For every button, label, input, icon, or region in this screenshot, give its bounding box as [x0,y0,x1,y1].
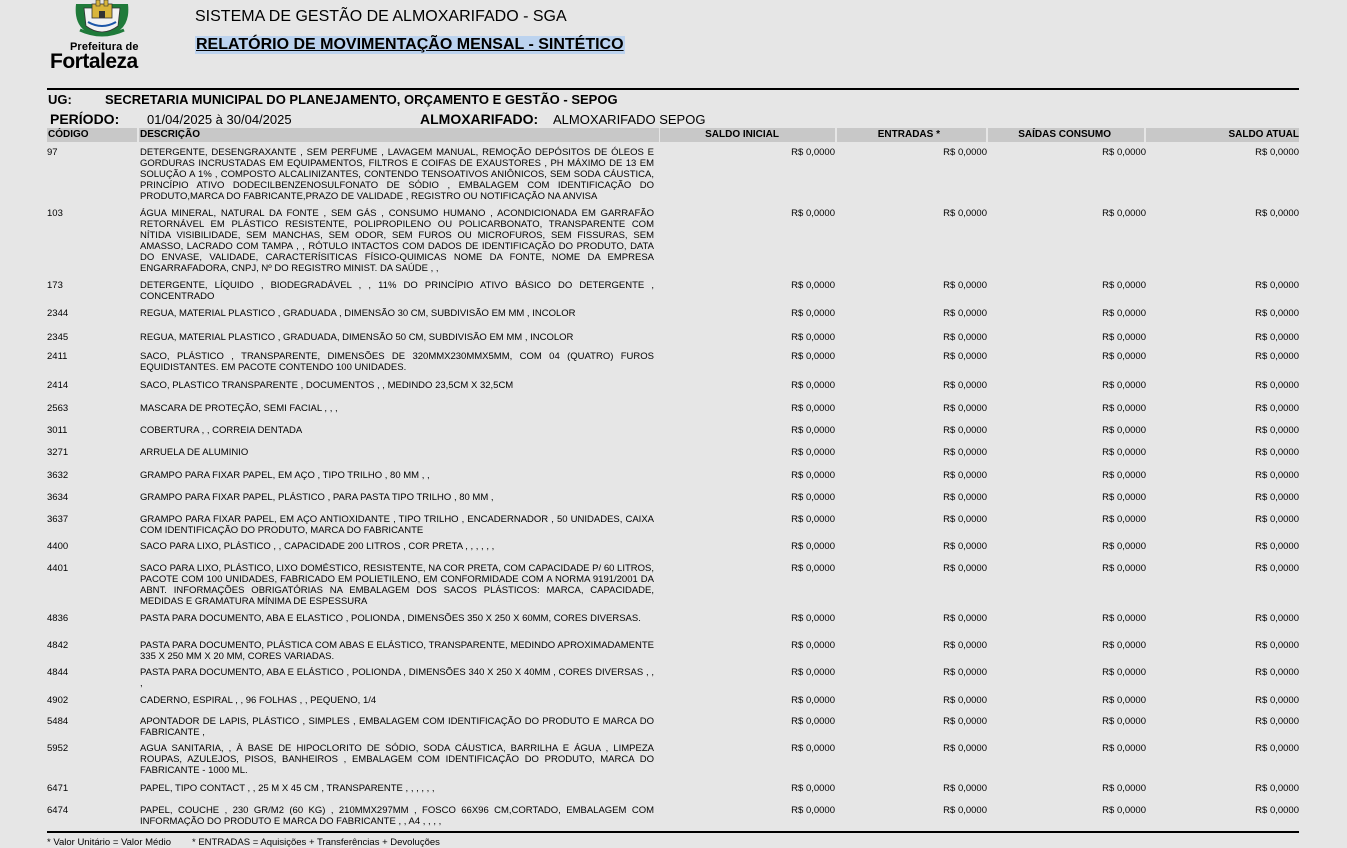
cell-codigo: 4836 [47,613,69,624]
column-header-saldo-inicial: SALDO INICIAL [660,128,835,142]
cell-codigo: 3637 [47,514,69,525]
cell-saldo-atual: R$ 0,0000 [1255,332,1299,343]
cell-entradas: R$ 0,0000 [943,640,987,651]
cell-saldo-inicial: R$ 0,0000 [791,613,835,624]
cell-saldo-inicial: R$ 0,0000 [791,332,835,343]
cell-codigo: 4902 [47,695,69,706]
city-crest-icon [70,0,134,38]
cell-saldo-inicial: R$ 0,0000 [791,280,835,291]
cell-descricao: APONTADOR DE LAPIS, PLÁSTICO , SIMPLES , EMBALAGEM COM IDENTIFICAÇÃO DO PRODUTO E MARCA DO FABRICANTE , [140,716,654,738]
cell-descricao: REGUA, MATERIAL PLASTICO , GRADUADA , DIMENSÃO 30 CM, SUBDIVISÃO EM MM , INCOLOR [140,308,576,319]
cell-descricao: ÁGUA MINERAL, NATURAL DA FONTE , SEM GÁS , CONSUMO HUMANO , ACONDICIONADA EM GARRAFÃO RETORNÁVEL EM PLÁSTICO RESISTENTE, POLIPROPILENO OU POLICARBONATO, TRANSPARENTE COM NÍTIDA VISIBILIDADE, SEM MANCHAS, SEM ODOR, SEM FUROS OU MICROFUROS, SEM FISSURAS, SEM AMASSO, LACRADO COM TAMPA , , RÓTULO INTACTOS COM DADOS DE IDENTIFICAÇÃO DO PRODUTO, DATA DO ENVASE, VALIDADE, CARACTERÍSITICAS FÍSICO-QUIMICAS NOME DA FONTE, NOME DA EMPRESA ENGARRAFADORA, CNPJ, Nº DO REGISTRO MINIST. DA SAÚDE , , [140,208,654,274]
ug-value: SECRETARIA MUNICIPAL DO PLANEJAMENTO, ORÇAMENTO E GESTÃO - SEPOG [105,92,618,107]
cell-descricao: PASTA PARA DOCUMENTO, ABA E ELASTICO , POLIONDA , DIMENSÕES 350 X 250 X 60MM, CORES DIVERSAS. [140,613,641,624]
cell-entradas: R$ 0,0000 [943,351,987,362]
cell-descricao: GRAMPO PARA FIXAR PAPEL, EM AÇO , TIPO TRILHO , 80 MM , , [140,470,430,481]
cell-codigo: 4842 [47,640,69,651]
cell-saidas: R$ 0,0000 [1102,563,1146,574]
cell-codigo: 173 [47,280,63,291]
cell-saldo-inicial: R$ 0,0000 [791,640,835,651]
cell-descricao: GRAMPO PARA FIXAR PAPEL, PLÁSTICO , PARA PASTA TIPO TRILHO , 80 MM , [140,492,494,503]
cell-descricao: PAPEL, COUCHE , 230 GR/M2 (60 KG) , 210MMX297MM , FOSCO 66X96 CM,CORTADO, EMBALAGEM COM INFORMAÇÃO DO PRODUTO E MARCA DO FABRICANTE , , A4 , , , , [140,805,654,827]
cell-descricao: AGUA SANITARIA, , À BASE DE HIPOCLORITO DE SÓDIO, SODA CÁUSTICA, BARRILHA E ÁGUA , LIMPEZA ROUPAS, AZULEJOS, PISOS, BANHEIROS , EMBALAGEM COM IDENTIFICAÇÃO DO PRODUTO, MARCA DO FABRICANTE - 1000 ML. [140,743,654,776]
cell-entradas: R$ 0,0000 [943,563,987,574]
cell-saldo-atual: R$ 0,0000 [1255,280,1299,291]
cell-entradas: R$ 0,0000 [943,716,987,727]
cell-entradas: R$ 0,0000 [943,695,987,706]
cell-saidas: R$ 0,0000 [1102,147,1146,158]
cell-saldo-atual: R$ 0,0000 [1255,613,1299,624]
cell-codigo: 97 [47,147,58,158]
cell-saidas: R$ 0,0000 [1102,492,1146,503]
cell-saldo-atual: R$ 0,0000 [1255,147,1299,158]
cell-saldo-atual: R$ 0,0000 [1255,640,1299,651]
cell-saidas: R$ 0,0000 [1102,613,1146,624]
cell-descricao: SACO, PLÁSTICO , TRANSPARENTE, DIMENSÕES DE 320MMX230MMX5MM, COM 04 (QUATRO) FUROS EQUIDISTANTES. EM PACOTE CONTENDO 100 UNIDADES. [140,351,654,373]
cell-saldo-atual: R$ 0,0000 [1255,492,1299,503]
report-title: RELATÓRIO DE MOVIMENTAÇÃO MENSAL - SINTÉTICO [196,36,624,53]
cell-saldo-atual: R$ 0,0000 [1255,308,1299,319]
prefeitura-logo [48,0,160,72]
cell-saldo-atual: R$ 0,0000 [1255,563,1299,574]
cell-saldo-atual: R$ 0,0000 [1255,716,1299,727]
cell-saldo-atual: R$ 0,0000 [1255,667,1299,678]
cell-saldo-atual: R$ 0,0000 [1255,425,1299,436]
ug-label: UG: [48,92,72,107]
cell-entradas: R$ 0,0000 [943,308,987,319]
cell-saidas: R$ 0,0000 [1102,716,1146,727]
cell-codigo: 2344 [47,308,69,319]
cell-saidas: R$ 0,0000 [1102,425,1146,436]
logo-text-prefeitura: Prefeitura de [70,41,139,53]
cell-codigo: 3271 [47,447,69,458]
cell-descricao: REGUA, MATERIAL PLASTICO , GRADUADA, DIMENSÃO 50 CM, SUBDIVISÃO EM MM , INCOLOR [140,332,574,343]
cell-saldo-atual: R$ 0,0000 [1255,470,1299,481]
cell-descricao: GRAMPO PARA FIXAR PAPEL, EM AÇO ANTIOXIDANTE , TIPO TRILHO , ENCADERNADOR , 50 UNIDADES, CAIXA COM IDENTIFICAÇÃO DO PRODUTO, MARCA DO FABRICANTE [140,514,654,536]
cell-saidas: R$ 0,0000 [1102,332,1146,343]
cell-entradas: R$ 0,0000 [943,470,987,481]
cell-entradas: R$ 0,0000 [943,805,987,816]
cell-descricao: SACO PARA LIXO, PLÁSTICO, LIXO DOMÉSTICO, RESISTENTE, NA COR PRETA, COM CAPACIDADE P/ 60 LITROS, PACOTE COM 100 UNIDADES, FABRICADO EM POLIETILENO, EM CONFORMIDADE COM A NORMA 9191/2001 DA ABNT. INFORMAÇÕES OBRIGATÓRIAS NA EMBALAGEM DOS SACOS PLÁSTICOS: MARCA, CAPACIDADE, MEDIDAS E GRAMATURA MÍNIMA DE ESPESSURA [140,563,654,607]
logo-text-fortaleza: Fortaleza [50,50,138,73]
cell-descricao: SACO PARA LIXO, PLÁSTICO , , CAPACIDADE 200 LITROS , COR PRETA , , , , , , [140,541,495,552]
cell-saldo-atual: R$ 0,0000 [1255,743,1299,754]
cell-codigo: 4401 [47,563,69,574]
cell-codigo: 3632 [47,470,69,481]
cell-descricao: PASTA PARA DOCUMENTO, ABA E ELÁSTICO , POLIONDA , DIMENSÕES 340 X 250 X 40MM , CORES DIVERSAS , , , [140,667,654,689]
column-header-entradas: ENTRADAS * [837,128,986,142]
cell-descricao: CADERNO, ESPIRAL , , 96 FOLHAS , , PEQUENO, 1/4 [140,695,377,706]
cell-saldo-inicial: R$ 0,0000 [791,425,835,436]
cell-saidas: R$ 0,0000 [1102,695,1146,706]
cell-entradas: R$ 0,0000 [943,380,987,391]
cell-saidas: R$ 0,0000 [1102,514,1146,525]
cell-saidas: R$ 0,0000 [1102,640,1146,651]
cell-saldo-inicial: R$ 0,0000 [791,308,835,319]
cell-saldo-inicial: R$ 0,0000 [791,667,835,678]
cell-entradas: R$ 0,0000 [943,280,987,291]
cell-saldo-inicial: R$ 0,0000 [791,805,835,816]
periodo-label: PERÍODO: [50,111,120,127]
cell-codigo: 103 [47,208,63,219]
cell-entradas: R$ 0,0000 [943,514,987,525]
cell-descricao: PASTA PARA DOCUMENTO, PLÁSTICA COM ABAS E ELÁSTICO, TRANSPARENTE, MEDINDO APROXIMADAMENTE 335 X 250 MM X 20 MM, CORES VARIADAS. [140,640,654,662]
cell-saidas: R$ 0,0000 [1102,380,1146,391]
cell-entradas: R$ 0,0000 [943,492,987,503]
cell-saldo-atual: R$ 0,0000 [1255,695,1299,706]
cell-codigo: 2563 [47,403,69,414]
column-header-saidas: SAÍDAS CONSUMO [988,128,1144,142]
cell-entradas: R$ 0,0000 [943,447,987,458]
cell-entradas: R$ 0,0000 [943,783,987,794]
cell-saldo-inicial: R$ 0,0000 [791,147,835,158]
header-divider [47,88,1299,90]
cell-entradas: R$ 0,0000 [943,332,987,343]
cell-saldo-atual: R$ 0,0000 [1255,208,1299,219]
almoxarifado-value: ALMOXARIFADO SEPOG [553,112,706,127]
cell-entradas: R$ 0,0000 [943,403,987,414]
cell-codigo: 5952 [47,743,69,754]
cell-descricao: DETERGENTE, LÍQUIDO , BIODEGRADÁVEL , , 11% DO PRINCÍPIO ATIVO BÁSICO DO DETERGENTE , CONCENTRADO [140,280,654,302]
system-title: SISTEMA DE GESTÃO DE ALMOXARIFADO - SGA [195,8,567,25]
cell-saldo-inicial: R$ 0,0000 [791,695,835,706]
cell-entradas: R$ 0,0000 [943,425,987,436]
cell-entradas: R$ 0,0000 [943,613,987,624]
periodo-value: 01/04/2025 à 30/04/2025 [147,112,292,127]
footnote-valor-unitario: * Valor Unitário = Valor Médio [47,837,171,848]
cell-saldo-inicial: R$ 0,0000 [791,783,835,794]
cell-saidas: R$ 0,0000 [1102,470,1146,481]
cell-saldo-inicial: R$ 0,0000 [791,470,835,481]
cell-codigo: 2414 [47,380,69,391]
cell-saldo-inicial: R$ 0,0000 [791,492,835,503]
cell-descricao: SACO, PLASTICO TRANSPARENTE , DOCUMENTOS , , MEDINDO 23,5CM X 32,5CM [140,380,514,391]
cell-saldo-inicial: R$ 0,0000 [791,514,835,525]
cell-saldo-inicial: R$ 0,0000 [791,208,835,219]
cell-saldo-inicial: R$ 0,0000 [791,716,835,727]
cell-saldo-atual: R$ 0,0000 [1255,380,1299,391]
cell-codigo: 2345 [47,332,69,343]
cell-saldo-atual: R$ 0,0000 [1255,541,1299,552]
cell-descricao: ARRUELA DE ALUMINIO [140,447,249,458]
almoxarifado-label: ALMOXARIFADO: [420,111,539,127]
cell-saidas: R$ 0,0000 [1102,783,1146,794]
cell-saidas: R$ 0,0000 [1102,541,1146,552]
cell-saidas: R$ 0,0000 [1102,447,1146,458]
cell-saidas: R$ 0,0000 [1102,403,1146,414]
column-header-codigo: CÓDIGO [47,128,137,142]
cell-saldo-atual: R$ 0,0000 [1255,783,1299,794]
cell-saidas: R$ 0,0000 [1102,208,1146,219]
column-header-saldo-atual: SALDO ATUAL [1146,128,1299,142]
cell-codigo: 5484 [47,716,69,727]
cell-codigo: 2411 [47,351,68,362]
cell-saldo-inicial: R$ 0,0000 [791,743,835,754]
cell-saldo-inicial: R$ 0,0000 [791,563,835,574]
footnote-entradas: * ENTRADAS = Aquisições + Transferências + Devoluções [192,837,440,848]
cell-descricao: DETERGENTE, DESENGRAXANTE , SEM PERFUME , LAVAGEM MANUAL, REMOÇÃO DEPÓSITOS DE ÓLEOS E GORDURAS INCRUSTADAS EM EQUIPAMENTOS, FILTROS E COIFAS DE EXAUSTORES , PH MÁXIMO DE 13 EM SOLUÇÃO A 1% , COMPOSTO ALCALINIZANTES, CONTENDO TENSOATIVOS ANIÔNICOS, SEM SODA CÁUSTICA, PRINCÍPIO ATIVO DODECILBENZENOSULFONATO DE SÓDIO , EMBALAGEM COM IDENTIFICAÇÃO DO PRODUTO,MARCA DO FABRICANTE,PRAZO DE VALIDADE , REGISTRO OU NOTIFICAÇÃO NA ANVISA [140,147,654,202]
cell-codigo: 6471 [47,783,69,794]
cell-saldo-atual: R$ 0,0000 [1255,514,1299,525]
cell-entradas: R$ 0,0000 [943,147,987,158]
cell-codigo: 4400 [47,541,69,552]
cell-entradas: R$ 0,0000 [943,667,987,678]
cell-codigo: 3634 [47,492,69,503]
cell-saldo-inicial: R$ 0,0000 [791,403,835,414]
column-header-descricao: DESCRIÇÃO [139,128,659,142]
cell-descricao: MASCARA DE PROTEÇÃO, SEMI FACIAL , , , [140,403,338,414]
cell-saidas: R$ 0,0000 [1102,805,1146,816]
cell-saidas: R$ 0,0000 [1102,351,1146,362]
cell-saldo-atual: R$ 0,0000 [1255,805,1299,816]
footer-divider [47,831,1299,833]
cell-saldo-inicial: R$ 0,0000 [791,447,835,458]
cell-saidas: R$ 0,0000 [1102,280,1146,291]
cell-saidas: R$ 0,0000 [1102,308,1146,319]
cell-entradas: R$ 0,0000 [943,743,987,754]
cell-saldo-inicial: R$ 0,0000 [791,380,835,391]
cell-entradas: R$ 0,0000 [943,208,987,219]
cell-saidas: R$ 0,0000 [1102,743,1146,754]
cell-codigo: 4844 [47,667,69,678]
cell-entradas: R$ 0,0000 [943,541,987,552]
cell-codigo: 6474 [47,805,69,816]
cell-saldo-inicial: R$ 0,0000 [791,541,835,552]
cell-codigo: 3011 [47,425,68,436]
cell-descricao: PAPEL, TIPO CONTACT , , 25 M X 45 CM , TRANSPARENTE , , , , , , [140,783,435,794]
cell-descricao: COBERTURA , , CORREIA DENTADA [140,425,303,436]
cell-saldo-inicial: R$ 0,0000 [791,351,835,362]
cell-saldo-atual: R$ 0,0000 [1255,403,1299,414]
cell-saidas: R$ 0,0000 [1102,667,1146,678]
cell-saldo-atual: R$ 0,0000 [1255,447,1299,458]
cell-saldo-atual: R$ 0,0000 [1255,351,1299,362]
